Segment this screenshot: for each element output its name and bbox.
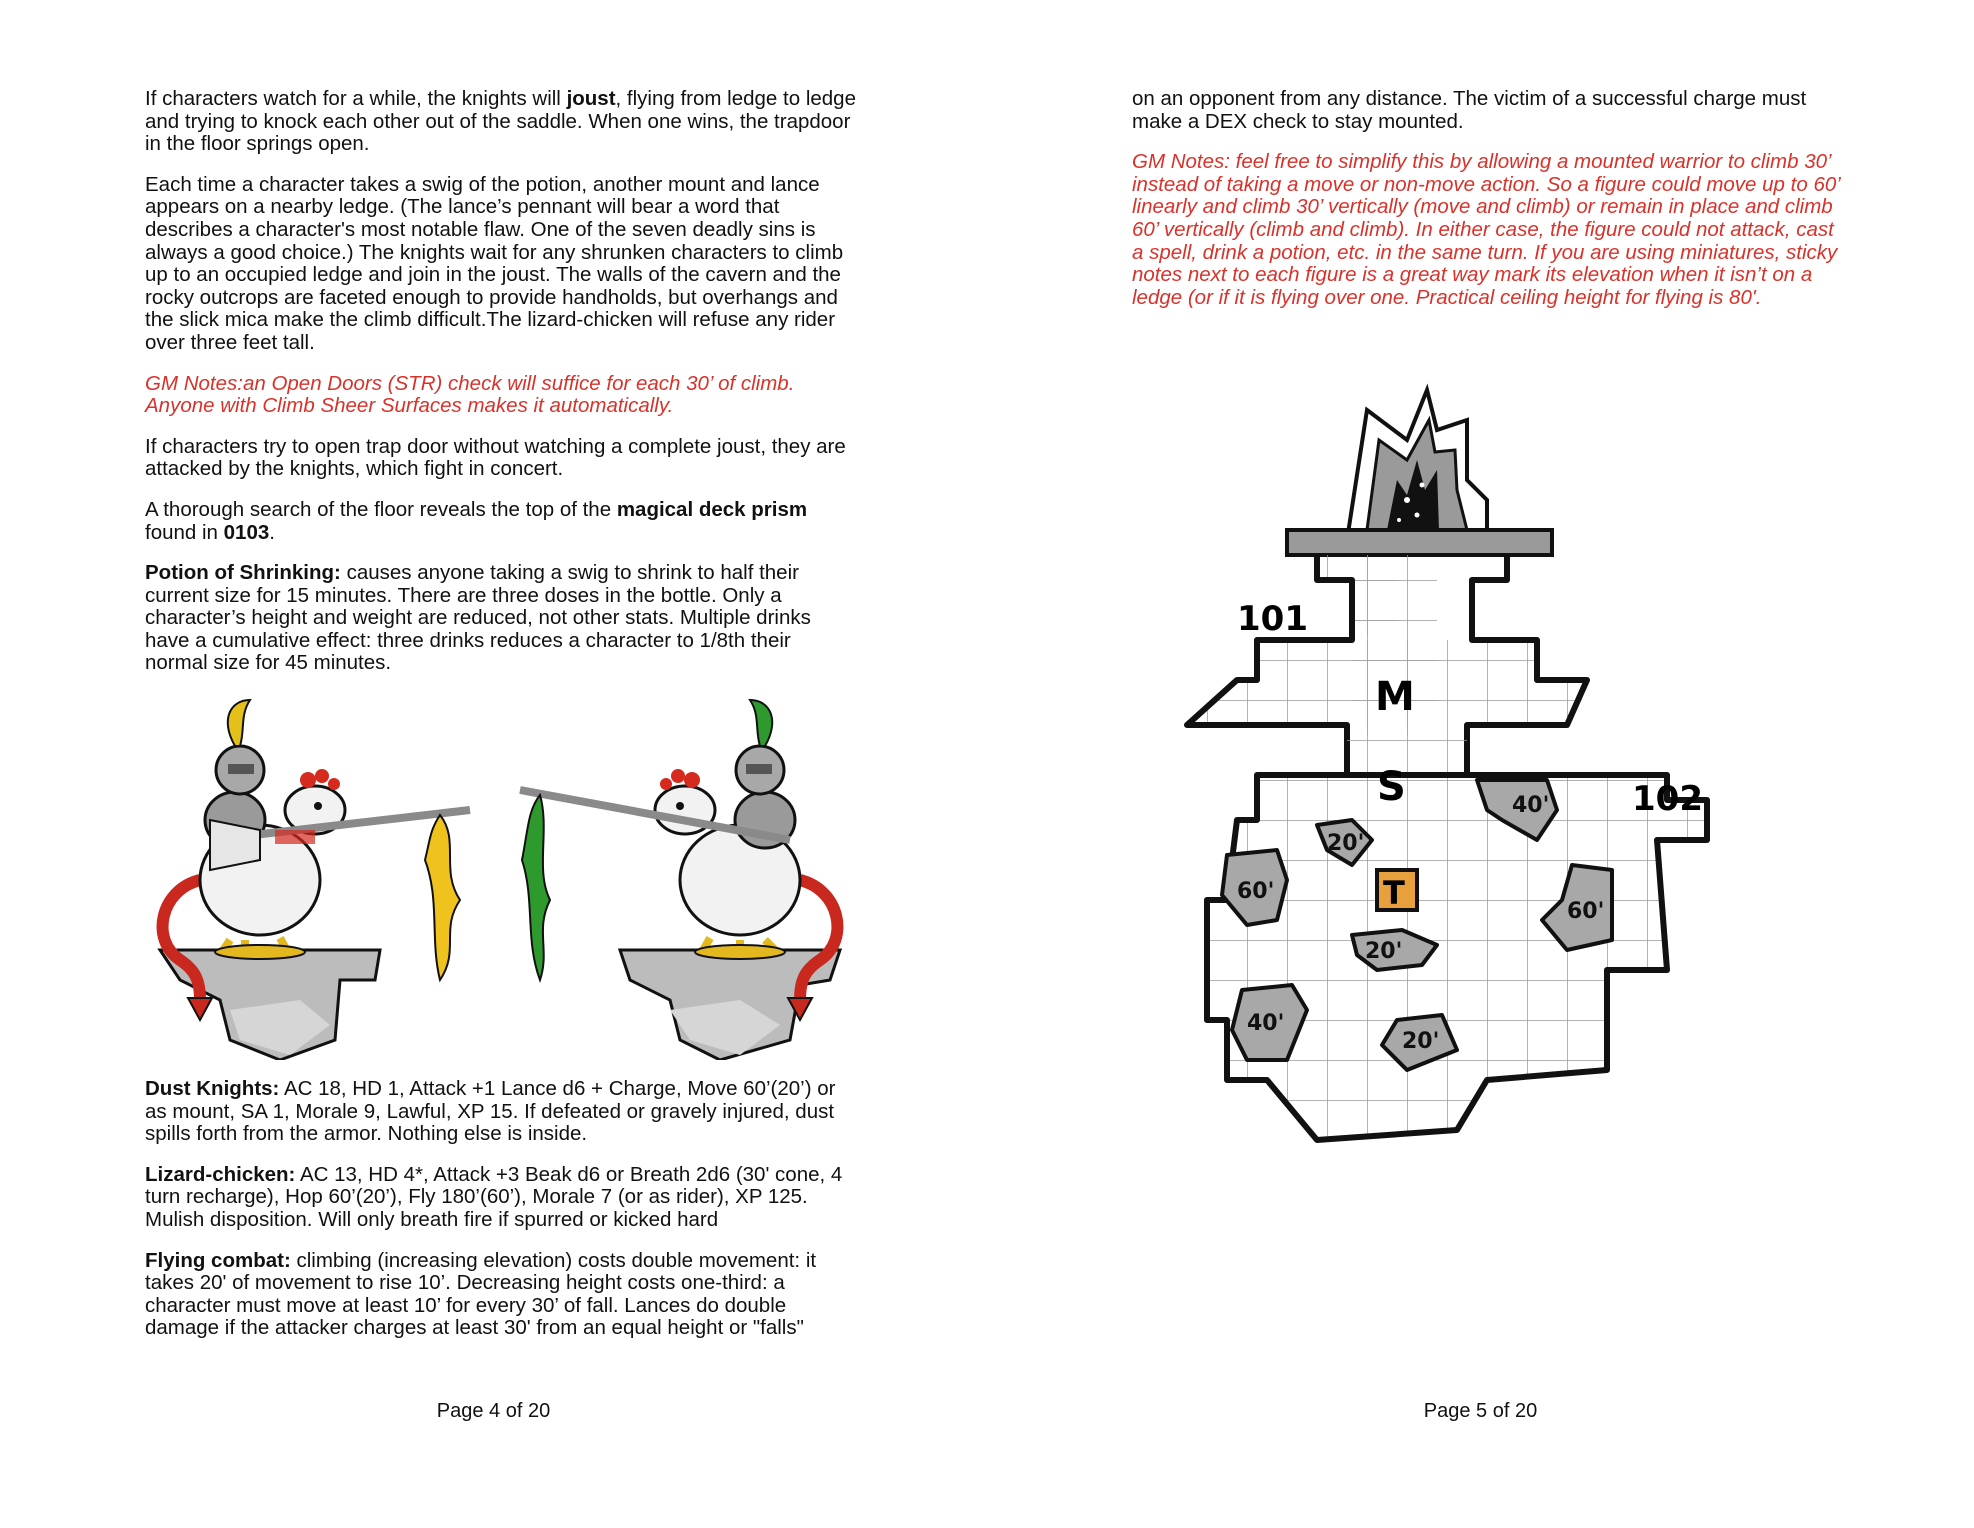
left-knight-figure bbox=[160, 700, 470, 1060]
marker-s: S bbox=[1377, 764, 1406, 810]
page-number-left: Page 4 of 20 bbox=[436, 1400, 551, 1422]
stat-dust-knights: Dust Knights: AC 18, HD 1, Attack +1 Lance d6 + Charge, Move 60’(20’) or as mount, SA 1, Morale 9, Lawful, XP 15. If defeated or gravely injured, dust spills forth from the armor. Nothing else is inside. bbox=[145, 1077, 836, 1146]
marker-t: T bbox=[1383, 874, 1405, 912]
ledge-label-20-mid: 20' bbox=[1365, 939, 1403, 964]
gm-note-climb: GM Notes:an Open Doors (STR) check will suffice for each 30’ of climb. Anyone with Climb Sheer Surfaces makes it automatically. bbox=[145, 371, 795, 418]
room-label-102: 102 bbox=[1632, 779, 1703, 819]
paragraph-trapdoor: If characters try to open trap door without watching a complete joust, they are attacked by the knights, which fight in concert. bbox=[145, 434, 846, 481]
dungeon-map bbox=[1167, 380, 1787, 1310]
marker-m: M bbox=[1375, 674, 1415, 720]
right-column bbox=[1132, 88, 1844, 327]
paragraph-joust: If characters watch for a while, the knights will joust, flying from ledge to ledge and trying to knock each other out of the saddle. When one wins, the trapdoor in the floor springs open. bbox=[145, 87, 856, 156]
ledge-label-20-bottom: 20' bbox=[1402, 1029, 1440, 1054]
paragraph-potion-of-shrinking: Potion of Shrinking: causes anyone taking a swig to shrink to half their current size for 15 minutes. There are three doses in the bottle. Only a character’s height and weight are reduced, not other stats. Multiple drinks have a cumulative effect: three drinks reduces a character to 1/8th their normal size for 45 minutes. bbox=[145, 561, 811, 675]
ledge-label-60-right: 60' bbox=[1567, 899, 1605, 924]
ledge-label-40-bottom: 40' bbox=[1247, 1011, 1285, 1036]
room-102 bbox=[1207, 764, 1707, 1140]
paragraph-search: A thorough search of the floor reveals the top of the magical deck prism found in 0103. bbox=[145, 497, 808, 544]
stat-lizard-chicken: Lizard-chicken: AC 13, HD 4*, Attack +3 Beak d6 or Breath 2d6 (30' cone, 4 turn recharge), Hop 60’(20’), Fly 180’(60’), Morale 7 (or as rider), XP 125. Mulish disposition. Will only breath fire if spurred or kicked hard bbox=[145, 1162, 843, 1231]
ledge-label-60-left: 60' bbox=[1237, 879, 1275, 904]
right-page bbox=[987, 0, 1974, 1528]
paragraph-potion-swig: Each time a character takes a swig of the potion, another mount and lance appears on a nearby ledge. (The lance’s pennant will bear a word that describes a character's most notable flaw. One of the seven deadly sins is always a good choice.) The knights wait for any shrunken characters to climb up to an occupied ledge and join in the joust. The walls of the cavern and the rocky outcrops are faceted enough to provide handholds, but overhangs and the slick mica make the climb difficult.The lizard-chicken will refuse any rider over three feet tall. bbox=[145, 172, 844, 354]
stat-flying-combat: Flying combat: climbing (increasing elevation) costs double movement: it takes 20' of movement to rise 10’. Decreasing height costs one-third: a character must move at least 10’ for every 30’ of fall. Lances do double damage if the attacker charges at least 30' from an equal height or "falls" bbox=[145, 1248, 817, 1340]
ledge-label-40-top: 40' bbox=[1512, 793, 1550, 818]
room-101 bbox=[1187, 555, 1587, 775]
stat-blocks bbox=[145, 1078, 857, 1358]
portal-burst bbox=[1287, 390, 1552, 555]
left-column bbox=[145, 88, 857, 693]
gm-note-flying: GM Notes: feel free to simplify this by allowing a mounted warrior to climb 30’ instead of taking a move or non-move action. So a figure could move up to 60’ linearly and climb 30’ vertically (move and climb) or remain in place and climb 60’ vertically (climb and climb). In either case, the figure could not attack, cast a spell, drink a potion, etc. in the same turn. If you are using miniatures, sticky notes next to each figure is a great way mark its elevation when it isn’t on a ledge (or if it is flying over one. Practical ceiling height for flying is 80'. bbox=[1132, 150, 1840, 309]
room-label-101: 101 bbox=[1237, 599, 1308, 639]
right-knight-figure bbox=[520, 700, 840, 1060]
paragraph-charge: on an opponent from any distance. The victim of a successful charge must make a DEX check to stay mounted. bbox=[1132, 87, 1807, 133]
jousting-knights-illustration bbox=[140, 680, 860, 1060]
ledge-label-20-top: 20' bbox=[1327, 831, 1365, 856]
page-number-right: Page 5 of 20 bbox=[1423, 1400, 1538, 1422]
